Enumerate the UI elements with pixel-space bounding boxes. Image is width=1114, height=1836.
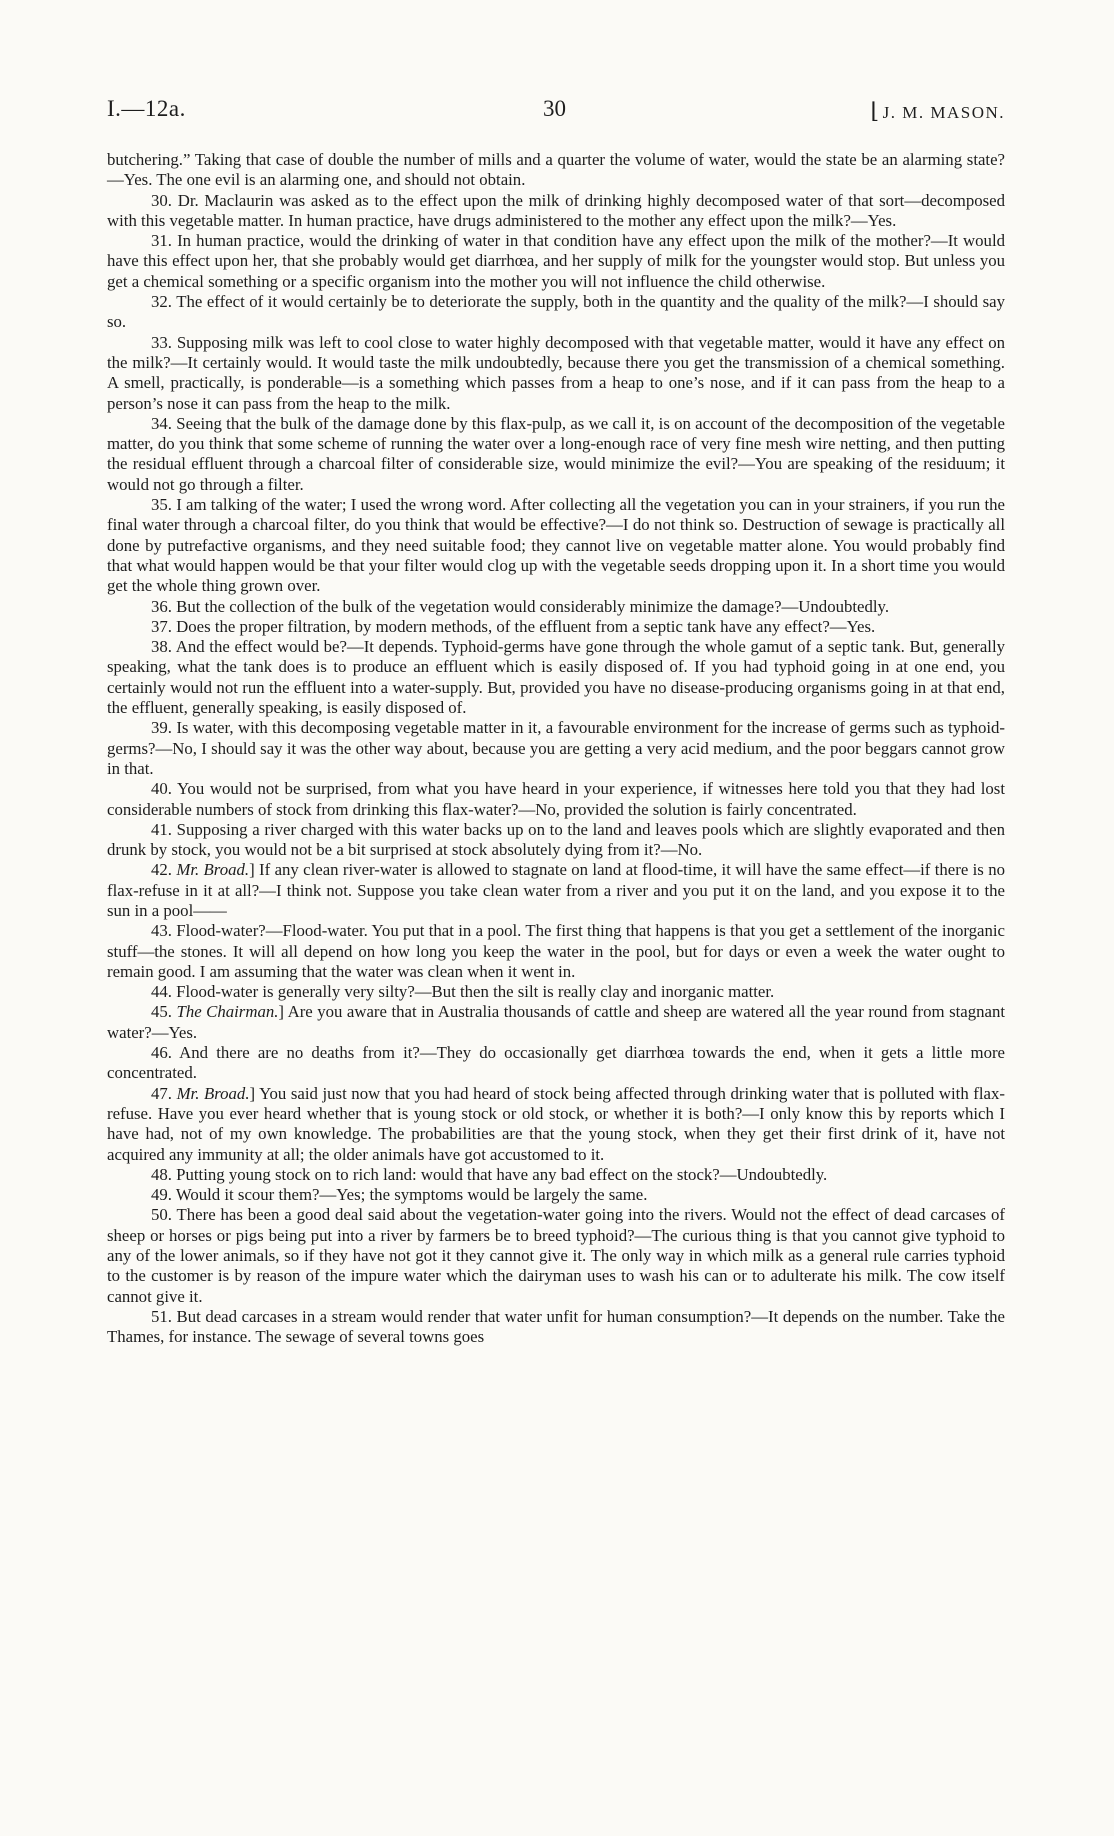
paragraph-text: 44. Flood-water is generally very silty?—But then the silt is really clay and inorganic matter. <box>151 982 775 1002</box>
speaker-label: Mr. Broad. <box>176 1083 250 1103</box>
paragraph-text: 51. But dead carcases in a stream would render that water unfit for human consumption?—It depends on the number. Take the Thames, for instance. The sewage of several towns goes <box>107 1306 1005 1347</box>
paragraph-text: 42. <box>151 860 177 880</box>
bracket-mark: ⌊ <box>870 98 881 123</box>
paragraph-text: ] You said just now that you had heard of stock being affected through drinking water that is polluted with flax-refuse. Have you ever heard whether that is young stock or old stock, or whether it is both?—I only know this by reports which I have had, not of my own knowledge. The probabilities are that the young stock, when they get their first drink of it, have not acquired any immunity at all; the older animals have got accustomed to it. <box>107 1083 1005 1164</box>
question-paragraph <box>107 921 1005 982</box>
paragraph-text: 41. Supposing a river charged with this water backs up on to the land and leaves pools which are slightly evaporated and then drunk by stock, you would not be a bit surprised at stock absolutely dying from it?—No. <box>107 819 1005 860</box>
paragraph-text: ] If any clean river-water is allowed to stagnate on land at flood-time, it will have the same effect—if there is no flax-refuse in it at all?—I think not. Suppose you take clean water from a river and you put it on the land, and you expose it to the sun in a pool—— <box>107 860 1005 920</box>
page-header <box>107 96 1005 126</box>
question-paragraph <box>107 1043 1005 1084</box>
speaker-label: Mr. Broad. <box>176 860 250 880</box>
question-paragraph <box>107 1002 1005 1043</box>
continuation-paragraph: butchering.” Taking that case of double the number of mills and a quarter the volume of water, would the state be an alarming state?—Yes. The one evil is an alarming one, and should not obtain. <box>107 150 1005 190</box>
paragraph-text: 39. Is water, with this decomposing vegetable matter in it, a favourable environment for the increase of germs such as typhoid-germs?—No, I should say it was the other way about, because you are getting a very acid medium, and the poor beggars cannot grow in that. <box>107 718 1005 778</box>
question-paragraph <box>107 982 1005 1002</box>
paragraph-text: 46. And there are no deaths from it?—They do occasionally get diarrhœa towards the end, when it gets a little more concentrated. <box>107 1043 1005 1083</box>
question-paragraph <box>107 820 1005 861</box>
page-number: 30 <box>543 96 566 121</box>
question-paragraph <box>107 414 1005 495</box>
paragraph-text: 43. Flood-water?—Flood-water. You put that in a pool. The first thing that happens is that you get a settlement of the inorganic stuff—the stones. It will all depend on how long you keep the water in the pool, but for days or even a week the water ought to remain good. I am assuming that the water was clean when it went in. <box>107 921 1005 981</box>
question-paragraph <box>107 1185 1005 1205</box>
parliamentary-paper-reference: I.—12a. <box>107 96 186 121</box>
paragraph-text: 34. Seeing that the bulk of the damage done by this flax-pulp, as we call it, is on account of the decomposition of the vegetable matter, do you think that some scheme of running the water over a long-enough race of very fine mesh wire netting, and then putting the residual effluent through a charcoal filter of considerable size, would minimize the evil?—You are speaking of the residuum; it would not go through a filter. <box>107 413 1005 494</box>
question-paragraph <box>107 1165 1005 1185</box>
paragraph-text: 37. Does the proper filtration, by modern methods, of the effluent from a septic tank have any effect?—Yes. <box>151 616 876 636</box>
paragraph-text: 35. I am talking of the water; I used the wrong word. After collecting all the vegetation you can in your strainers, if you run the final water through a charcoal filter, do you think that would be effective?—I do not think so. Destruction of sewage is practically all done by putrefactive organisms, and they need suitable food; they cannot live on vegetable matter alone. You would probably find that what would happen would be that your filter would clog up with the vegetable seeds dropping upon it. In a short time you would get the whole thing grown over. <box>107 495 1005 596</box>
paragraph-text: 36. But the collection of the bulk of the vegetation would considerably minimize the damage?—Undoubtedly. <box>151 596 890 616</box>
page <box>107 96 1005 1348</box>
question-paragraph <box>107 495 1005 596</box>
question-paragraph <box>107 860 1005 921</box>
paragraph-text: 50. There has been a good deal said about the vegetation-water going into the rivers. Would not the effect of dead carcases of sheep or horses or pigs being put into a river by farmers be to breed typhoid?—The curious thing is that you cannot give typhoid to any of the lower animals, so if they have not got it they cannot give it. The only way in which milk as a general rule carries typhoid to the customer is by reason of the impure water which the dairyman uses to wash his can or to adulterate his milk. The cow itself cannot give it. <box>107 1205 1005 1306</box>
paragraph-text: 33. Supposing milk was left to cool close to water highly decomposed with that vegetable matter, would it have any effect on the milk?—It certainly would. It would taste the milk undoubtedly, because there you get the transmission of a chemical something. A smell, practically, is ponderable—is a something which passes from a heap to one’s nose, and if it can pass from the heap to a person’s nose it can pass from the heap to the milk. <box>107 332 1005 413</box>
question-paragraph <box>107 637 1005 718</box>
paragraph-text: 49. Would it scour them?—Yes; the symptoms would be largely the same. <box>151 1185 648 1205</box>
question-paragraph <box>107 1307 1005 1348</box>
paragraph-text: 38. And the effect would be?—It depends. Typhoid-germs have gone through the whole gamut of a septic tank. But, generally speaking, what the tank does is to produce an effluent which is easily disposed of. If you had typhoid going in at one end, you certainly would not run the effluent into a water-supply. But, provided you have no disease-producing organisms going in at that end, the effluent, generally speaking, is easily disposed of. <box>107 637 1005 718</box>
question-paragraph <box>107 718 1005 779</box>
question-paragraph <box>107 597 1005 617</box>
paragraph-text: 40. You would not be surprised, from what you have heard in your experience, if witnesses here told you that they had lost considerable numbers of stock from drinking this flax-water?—No, provided the solution is fairly concentrated. <box>107 779 1005 819</box>
testimony-body <box>107 150 1005 1348</box>
question-paragraph <box>107 1084 1005 1165</box>
question-paragraph <box>107 191 1005 232</box>
question-paragraph <box>107 1205 1005 1306</box>
question-paragraph <box>107 292 1005 333</box>
paragraph-text: 31. In human practice, would the drinking of water in that condition have any effect upon the milk of the mother?—It would have this effect upon her, that she probably would get diarrhœa, and her supply of milk for the youngster would stop. But unless you get a chemical something or a specific organism into the mother you will not influence the child otherwise. <box>107 231 1005 291</box>
witness-name <box>871 98 1005 124</box>
question-paragraph <box>107 617 1005 637</box>
paragraph-text: 45. <box>151 1002 177 1022</box>
question-paragraph <box>107 333 1005 414</box>
question-paragraph <box>107 231 1005 292</box>
paragraph-text: ] Are you aware that in Australia thousands of cattle and sheep are watered all the year round from stagnant water?—Yes. <box>107 1002 1005 1042</box>
paragraph-text: 32. The effect of it would certainly be to deteriorate the supply, both in the quantity and the quality of the milk?—I should say so. <box>107 292 1005 332</box>
paragraph-text: 48. Putting young stock on to rich land: would that have any bad effect on the stock?—Undoubtedly. <box>151 1164 828 1184</box>
question-paragraph <box>107 779 1005 820</box>
witness-name-text: J. M. MASON. <box>882 103 1005 122</box>
paragraph-text: 47. <box>151 1083 177 1103</box>
speaker-label: The Chairman. <box>176 1002 279 1022</box>
paragraph-text: 30. Dr. Maclaurin was asked as to the effect upon the milk of drinking highly decomposed water of that sort—decomposed with this vegetable matter. In human practice, have drugs administered to the mother any effect upon the milk?—Yes. <box>107 190 1005 230</box>
